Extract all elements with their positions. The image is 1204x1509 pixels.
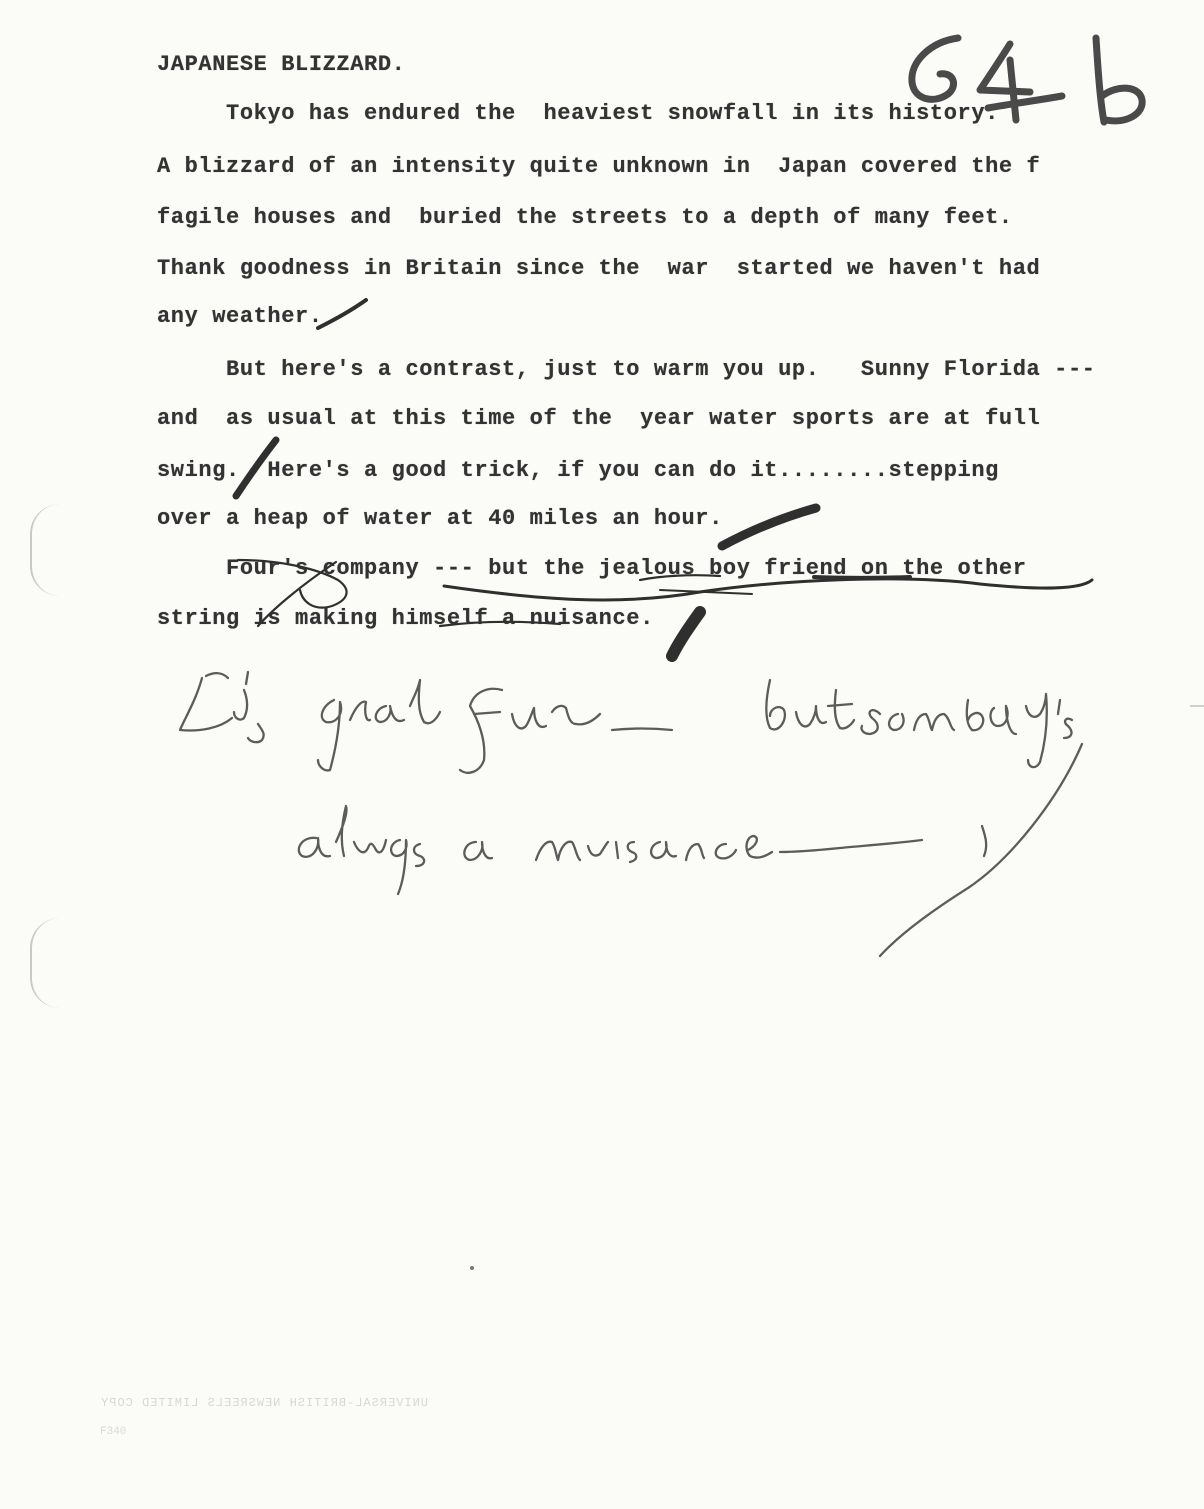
- footer-stamp: UNIVERSAL-BRITISH NEWSREELS LIMITED COPY: [100, 1396, 429, 1410]
- typed-line: Four's company --- but the jealous boy friend on the other: [157, 556, 1027, 581]
- typed-line: any weather.: [157, 304, 323, 329]
- typed-line: swing. Here's a good trick, if you can do it........stepping: [157, 458, 999, 483]
- handwritten-note: [180, 672, 1082, 956]
- punch-hole-top: [30, 504, 78, 596]
- footer-code: F340: [100, 1426, 127, 1438]
- typed-line: A blizzard of an intensity quite unknown in Japan covered the f: [157, 154, 1041, 179]
- typed-line: Thank goodness in Britain since the war started we haven't had: [157, 256, 1041, 281]
- typed-line: over a heap of water at 40 miles an hour.: [157, 506, 723, 531]
- typed-line: Tokyo has endured the heaviest snowfall in its history.: [157, 101, 999, 126]
- typed-line: and as usual at this time of the year water sports are at full: [157, 406, 1041, 431]
- typed-line: string is making himself a nuisance.: [157, 606, 654, 631]
- typed-line: fagile houses and buried the streets to a depth of many feet.: [157, 205, 1013, 230]
- punch-hole-bottom: [30, 918, 78, 1008]
- page-edge-mark: [1190, 705, 1204, 707]
- typed-line: But here's a contrast, just to warm you up. Sunny Florida ---: [157, 357, 1096, 382]
- document-title: JAPANESE BLIZZARD.: [157, 52, 406, 77]
- ink-speck: [470, 1266, 474, 1270]
